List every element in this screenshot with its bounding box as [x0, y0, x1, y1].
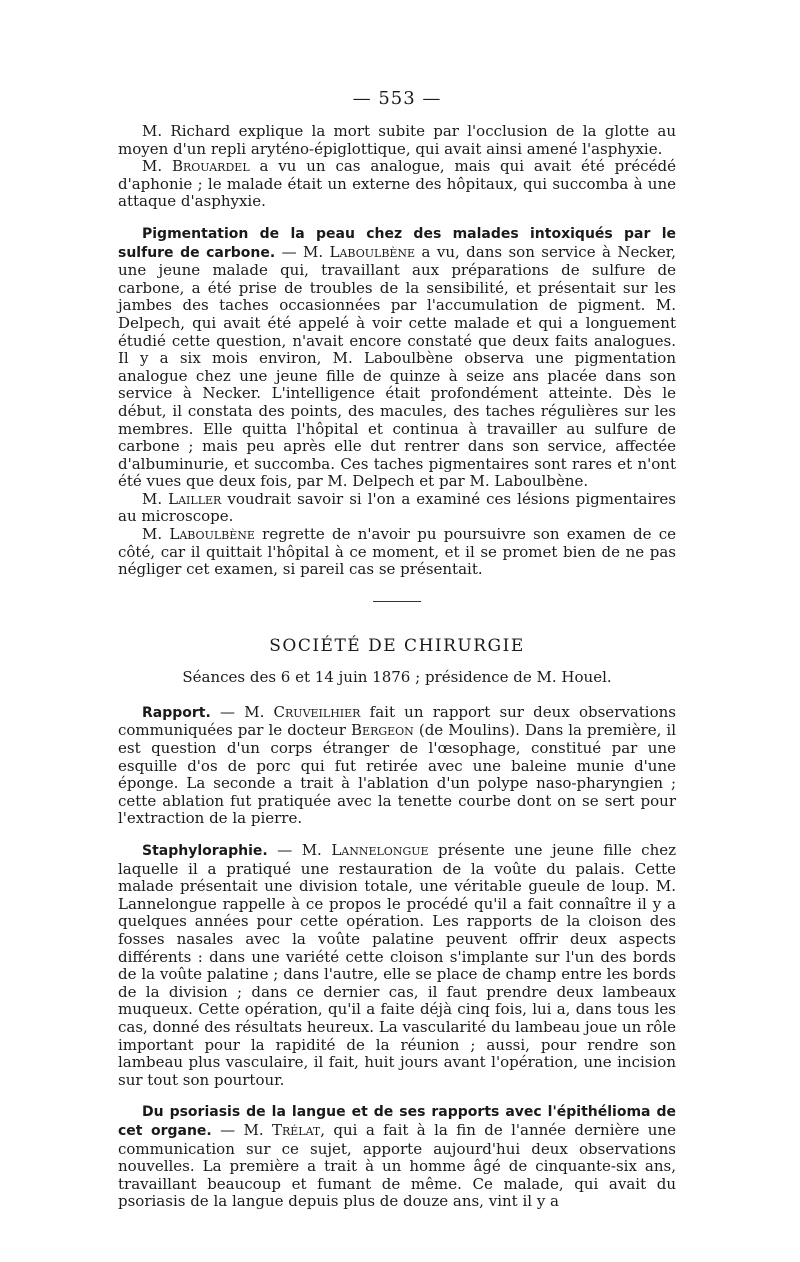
speaker-name: M. Brouardel: [142, 157, 250, 176]
paragraph-text: présente une jeune fille chez laquelle il a pratiqué une restauration de la voûte du palais. Cette malade présentait une division totale, une véritable gueule de loup. M. Lannelongue rappelle à ce propos le procédé qu'il a fait connaître il y a quelques années pour cette opération. Les rapports de la cloison des fosses nasales avec la voûte palatine peuvent offrir deux aspects différents : dans une variété cette cloison s'implante sur l'un des bords de la voûte palatine ; dans l'autre, elle se place de champ entre les bords de la division ; dans ce dernier cas, il faut prendre deux lambeaux muqueux. Cette opération, qu'il a faite déjà cinq fois, lui a, dans tous les cas, donné des résultats heureux. La vascularité du lambeau joue un rôle important pour la rapidité de la réunion ; aussi, pour rendre son lambeau plus vasculaire, il fait, huit jours avant l'opération, une incision sur tout son pourtour.: [118, 841, 677, 1089]
paragraph-text: regrette de n'avoir pu poursuivre son examen de ce côté, car il quittait l'hôpital à ce moment, et il se promet bien de ne pas négliger cet examen, si pareil cas se présentait.: [118, 525, 677, 579]
speaker-name: M. Lailler: [142, 489, 222, 508]
paragraph-psoriasis: Du psoriasis de la langue et de ses rapports avec l'épithélioma de cet organe. — M. Trélat, qui a fait à la fin de l'année dernière une communication sur ce sujet, apporte aujourd'hui deux observations nouvelles. La première a trait à un homme âgé de cinquante-six ans, travaillant beaucoup et fumant de même. Ce malade, qui avait du psoriasis de la langue depuis plus de douze ans, vint il y a: [118, 1104, 676, 1211]
speaker-name: Laboulbène: [329, 242, 416, 261]
section-lead: Rapport.: [142, 704, 211, 721]
paragraph-lailler: [118, 491, 676, 526]
section-lead: Pigmentation de la peau chez des malades intoxiqués par le sulfure de carbone.: [118, 225, 676, 261]
paragraph-text: (de Moulins). Dans la première, il est question d'un corps étranger de l'œsophage, constitué par une esquille d'os de porc qui fut retirée avec une baleine munie d'une éponge. La seconde a trait à l'ablation d'un polype naso-pharyngien ; cette ablation fut pratiquée avec la tenette courbe dont on se sert pour l'extraction de la pierre.: [118, 721, 676, 828]
section-lead: Staphyloraphie.: [142, 843, 268, 859]
paragraph-brouardel: [118, 158, 676, 211]
paragraph-text: a vu un cas analogue, mais qui avait été précédé d'aphonie ; le malade était un externe des hôpitaux, qui succomba à une attaque d'asphyxie.: [118, 157, 677, 211]
separator-rule: [373, 601, 421, 602]
paragraph-text: , qui a fait à la fin de l'année dernière une communication sur ce sujet, apporte aujourd'hui deux observations nouvelles. La première a trait à un homme âgé de cinquante-six ans, travaillant beaucoup et fumant de même. Ce malade, qui avait du psoriasis de la langue depuis plus de douze ans, vint il y a: [118, 1120, 676, 1211]
speaker-name: Trélat: [271, 1120, 321, 1139]
doctor-name: Bergeon: [351, 721, 414, 740]
page-number: — 553 —: [352, 88, 442, 109]
section-title: SOCIÉTÉ DE CHIRURGIE: [269, 635, 525, 656]
paragraph-text: a vu, dans son service à Necker, une jeune malade qui, travaillant aux préparations de sulfure de carbone, a été prise de troubles de la sensibilité, et présentait sur les jambes des taches occasionnées par l'accumulation de pigment. M. Delpech, qui avait été appelé à voir cette malade et qui a longuement étudié cette question, n'avait encore constaté que deux faits analogues. Il y a six mois environ, M. Laboulbène observa une pigmentation analogue chez une jeune fille de quinze à seize ans placée dans son service à Necker. L'intelligence était profondément atteinte. Dès le début, il constata des points, des macules, des taches régulières sur les membres. Elle quitta l'hôpital et continua à travailler au sulfure de carbone ; mais peu après elle dut rentrer dans son service, affectée d'albuminurie, et succomba. Ces taches pigmentaires sont rares et n'ont été vues que deux fois, par M. Delpech et par M. Laboulbène.: [118, 242, 676, 491]
speaker-name: Lannelongue: [331, 841, 429, 859]
page: [118, 88, 676, 1211]
sessions-line: Séances des 6 et 14 juin 1876 ; présidence de M. Houel.: [182, 667, 612, 686]
paragraph-staphyloraphie: Staphyloraphie. — M. Lannelongue présente une jeune fille chez laquelle il a pratiqué une restauration de la voûte du palais. Cette malade présentait une division totale, une véritable gueule de loup. M. Lannelongue rappelle à ce propos le procédé qu'il a fait connaître il y a quelques années pour cette opération. Les rapports de la cloison des fosses nasales avec la voûte palatine peuvent offrir deux aspects différents : dans une variété cette cloison s'implante sur l'un des bords de la voûte palatine ; dans l'autre, elle se place de champ entre les bords de la division ; dans ce dernier cas, il faut prendre deux lambeaux muqueux. Cette opération, qu'il a faite déjà cinq fois, lui a, dans tous les cas, donné des résultats heureux. La vascularité du lambeau joue un rôle important pour la rapidité de la réunion ; aussi, pour rendre son lambeau plus vasculaire, il fait, huit jours avant l'opération, une incision sur tout son pourtour.: [118, 841, 677, 1089]
section-lead: Du psoriasis de la langue et de ses rapports avec l'épithélioma de cet organe.: [118, 1104, 676, 1139]
speaker-name: Cruveilhier: [273, 702, 361, 721]
speaker-name: M. Laboulbène: [142, 525, 255, 544]
paragraph-text: voudrait savoir si l'on a examiné ces lésions pigmentaires au microscope.: [118, 489, 676, 526]
paragraph-richard: M. Richard explique la mort subite par l'occlusion de la glotte au moyen d'un repli aryténo-épiglottique, qui avait ainsi amené l'asphyxie.: [118, 122, 676, 158]
paragraph-laboulbene: [118, 526, 676, 579]
paragraph-rapport: Rapport. — M. Cruveilhier fait un rapport sur deux observations communiquées par le docteur Bergeon (de Moulins). Dans la première, il est question d'un corps étranger de l'œsophage, constitué par une esquille d'os de porc qui fut retirée avec une baleine munie d'une éponge. La seconde a trait à l'ablation d'un polype naso-pharyngien ; cette ablation fut pratiquée avec la tenette courbe dont on se sert pour l'extraction de la pierre.: [118, 702, 676, 828]
paragraph-pigmentation: Pigmentation de la peau chez des malades intoxiqués par le sulfure de carbone. — M. Laboulbène a vu, dans son service à Necker, une jeune malade qui, travaillant aux préparations de sulfure de carbone, a été prise de troubles de la sensibilité, et présentait sur les jambes des taches occasionnées par l'accumulation de pigment. M. Delpech, qui avait été appelé à voir cette malade et qui a longuement étudié cette question, n'avait encore constaté que deux faits analogues. Il y a six mois environ, M. Laboulbène observa une pigmentation analogue chez une jeune fille de quinze à seize ans placée dans son service à Necker. L'intelligence était profondément atteinte. Dès le début, il constata des points, des macules, des taches régulières sur les membres. Elle quitta l'hôpital et continua à travailler au sulfure de carbone ; mais peu après elle dut rentrer dans son service, affectée d'albuminurie, et succomba. Ces taches pigmentaires sont rares et n'ont été vues que deux fois, par M. Delpech et par M. Laboulbène.: [118, 225, 676, 491]
